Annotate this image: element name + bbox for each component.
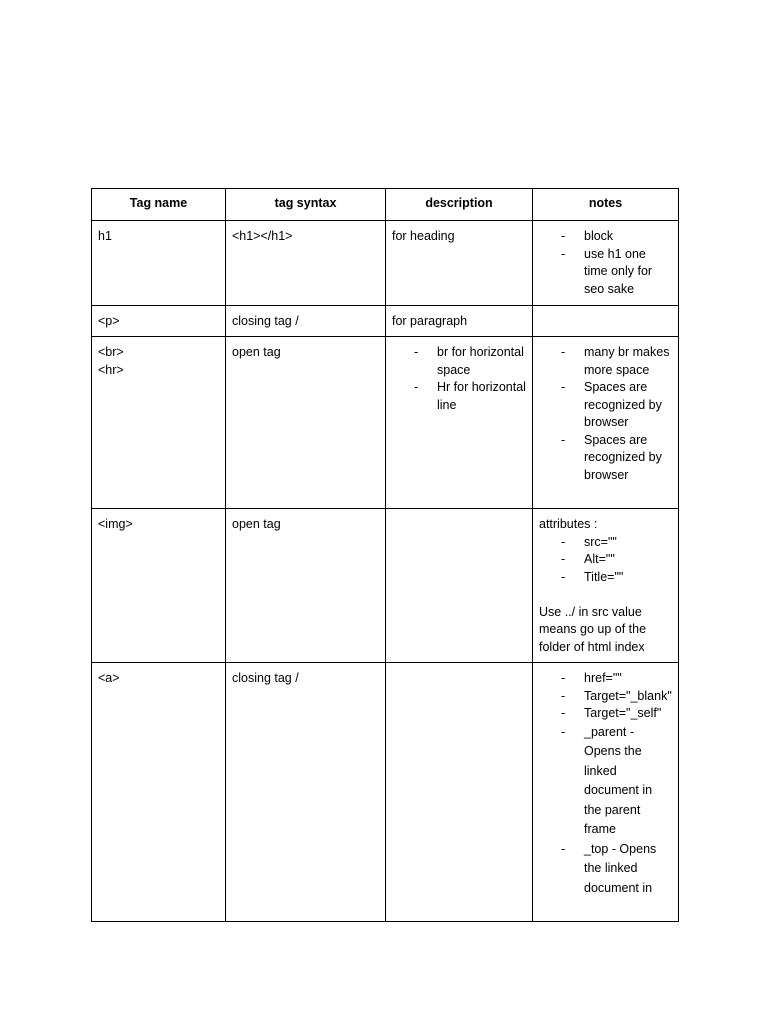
cell-tag-syntax: <h1></h1> [226, 221, 386, 306]
cell-tag-name: h1 [92, 221, 226, 306]
list-item: - use h1 one time only for seo sake [539, 246, 672, 299]
cell-tag-syntax: closing tag / [226, 306, 386, 337]
list-item: - Title="" [539, 569, 672, 587]
description-list [392, 344, 526, 414]
notes-outro: Use ../ in src value means go up of the folder of html index [539, 604, 647, 654]
list-item: - src="" [539, 534, 672, 552]
list-item: - _parent - Opens the linked document in the parent frame [539, 723, 672, 840]
table-row [92, 663, 679, 922]
list-item: - br for horizontal space [392, 344, 526, 379]
list-item: - Hr for horizontal line [392, 379, 526, 414]
table-header-row [92, 189, 679, 221]
cell-description: for heading [386, 221, 533, 306]
cell-notes [533, 509, 679, 663]
header-notes: notes [533, 189, 679, 221]
cell-description [386, 509, 533, 663]
cell-description: for paragraph [386, 306, 533, 337]
list-item: - Alt="" [539, 551, 672, 569]
list-item: - Target="_self" [539, 705, 672, 723]
cell-tag-name: <p> [92, 306, 226, 337]
notes-list [539, 534, 672, 587]
cell-description [386, 337, 533, 509]
table-row [92, 337, 679, 509]
notes-list [539, 344, 672, 484]
cell-tag-name: <a> [92, 663, 226, 922]
cell-notes [533, 221, 679, 306]
header-tag-name: Tag name [92, 189, 226, 221]
cell-notes [533, 337, 679, 509]
list-item: - Spaces are recognized by browser [539, 432, 672, 485]
list-item: - Spaces are recognized by browser [539, 379, 672, 432]
cell-notes [533, 663, 679, 922]
header-description: description [386, 189, 533, 221]
cell-tag-name: <img> [92, 509, 226, 663]
html-tags-table [91, 188, 679, 922]
notes-intro: attributes : [539, 517, 598, 531]
list-item: - Target="_blank" [539, 688, 672, 706]
cell-tag-syntax: closing tag / [226, 663, 386, 922]
notes-list [539, 670, 672, 898]
cell-notes [533, 306, 679, 337]
list-item: - many br makes more space [539, 344, 672, 379]
table-row [92, 509, 679, 663]
cell-tag-syntax: open tag [226, 337, 386, 509]
cell-description [386, 663, 533, 922]
list-item: - _top - Opens the linked document in [539, 840, 672, 899]
list-item: - block [539, 228, 672, 246]
notes-list [539, 228, 672, 298]
table-row [92, 221, 679, 306]
list-item: - href="" [539, 670, 672, 688]
table-row [92, 306, 679, 337]
cell-tag-syntax: open tag [226, 509, 386, 663]
cell-tag-name: <br> <hr> [92, 337, 226, 509]
header-tag-syntax: tag syntax [226, 189, 386, 221]
